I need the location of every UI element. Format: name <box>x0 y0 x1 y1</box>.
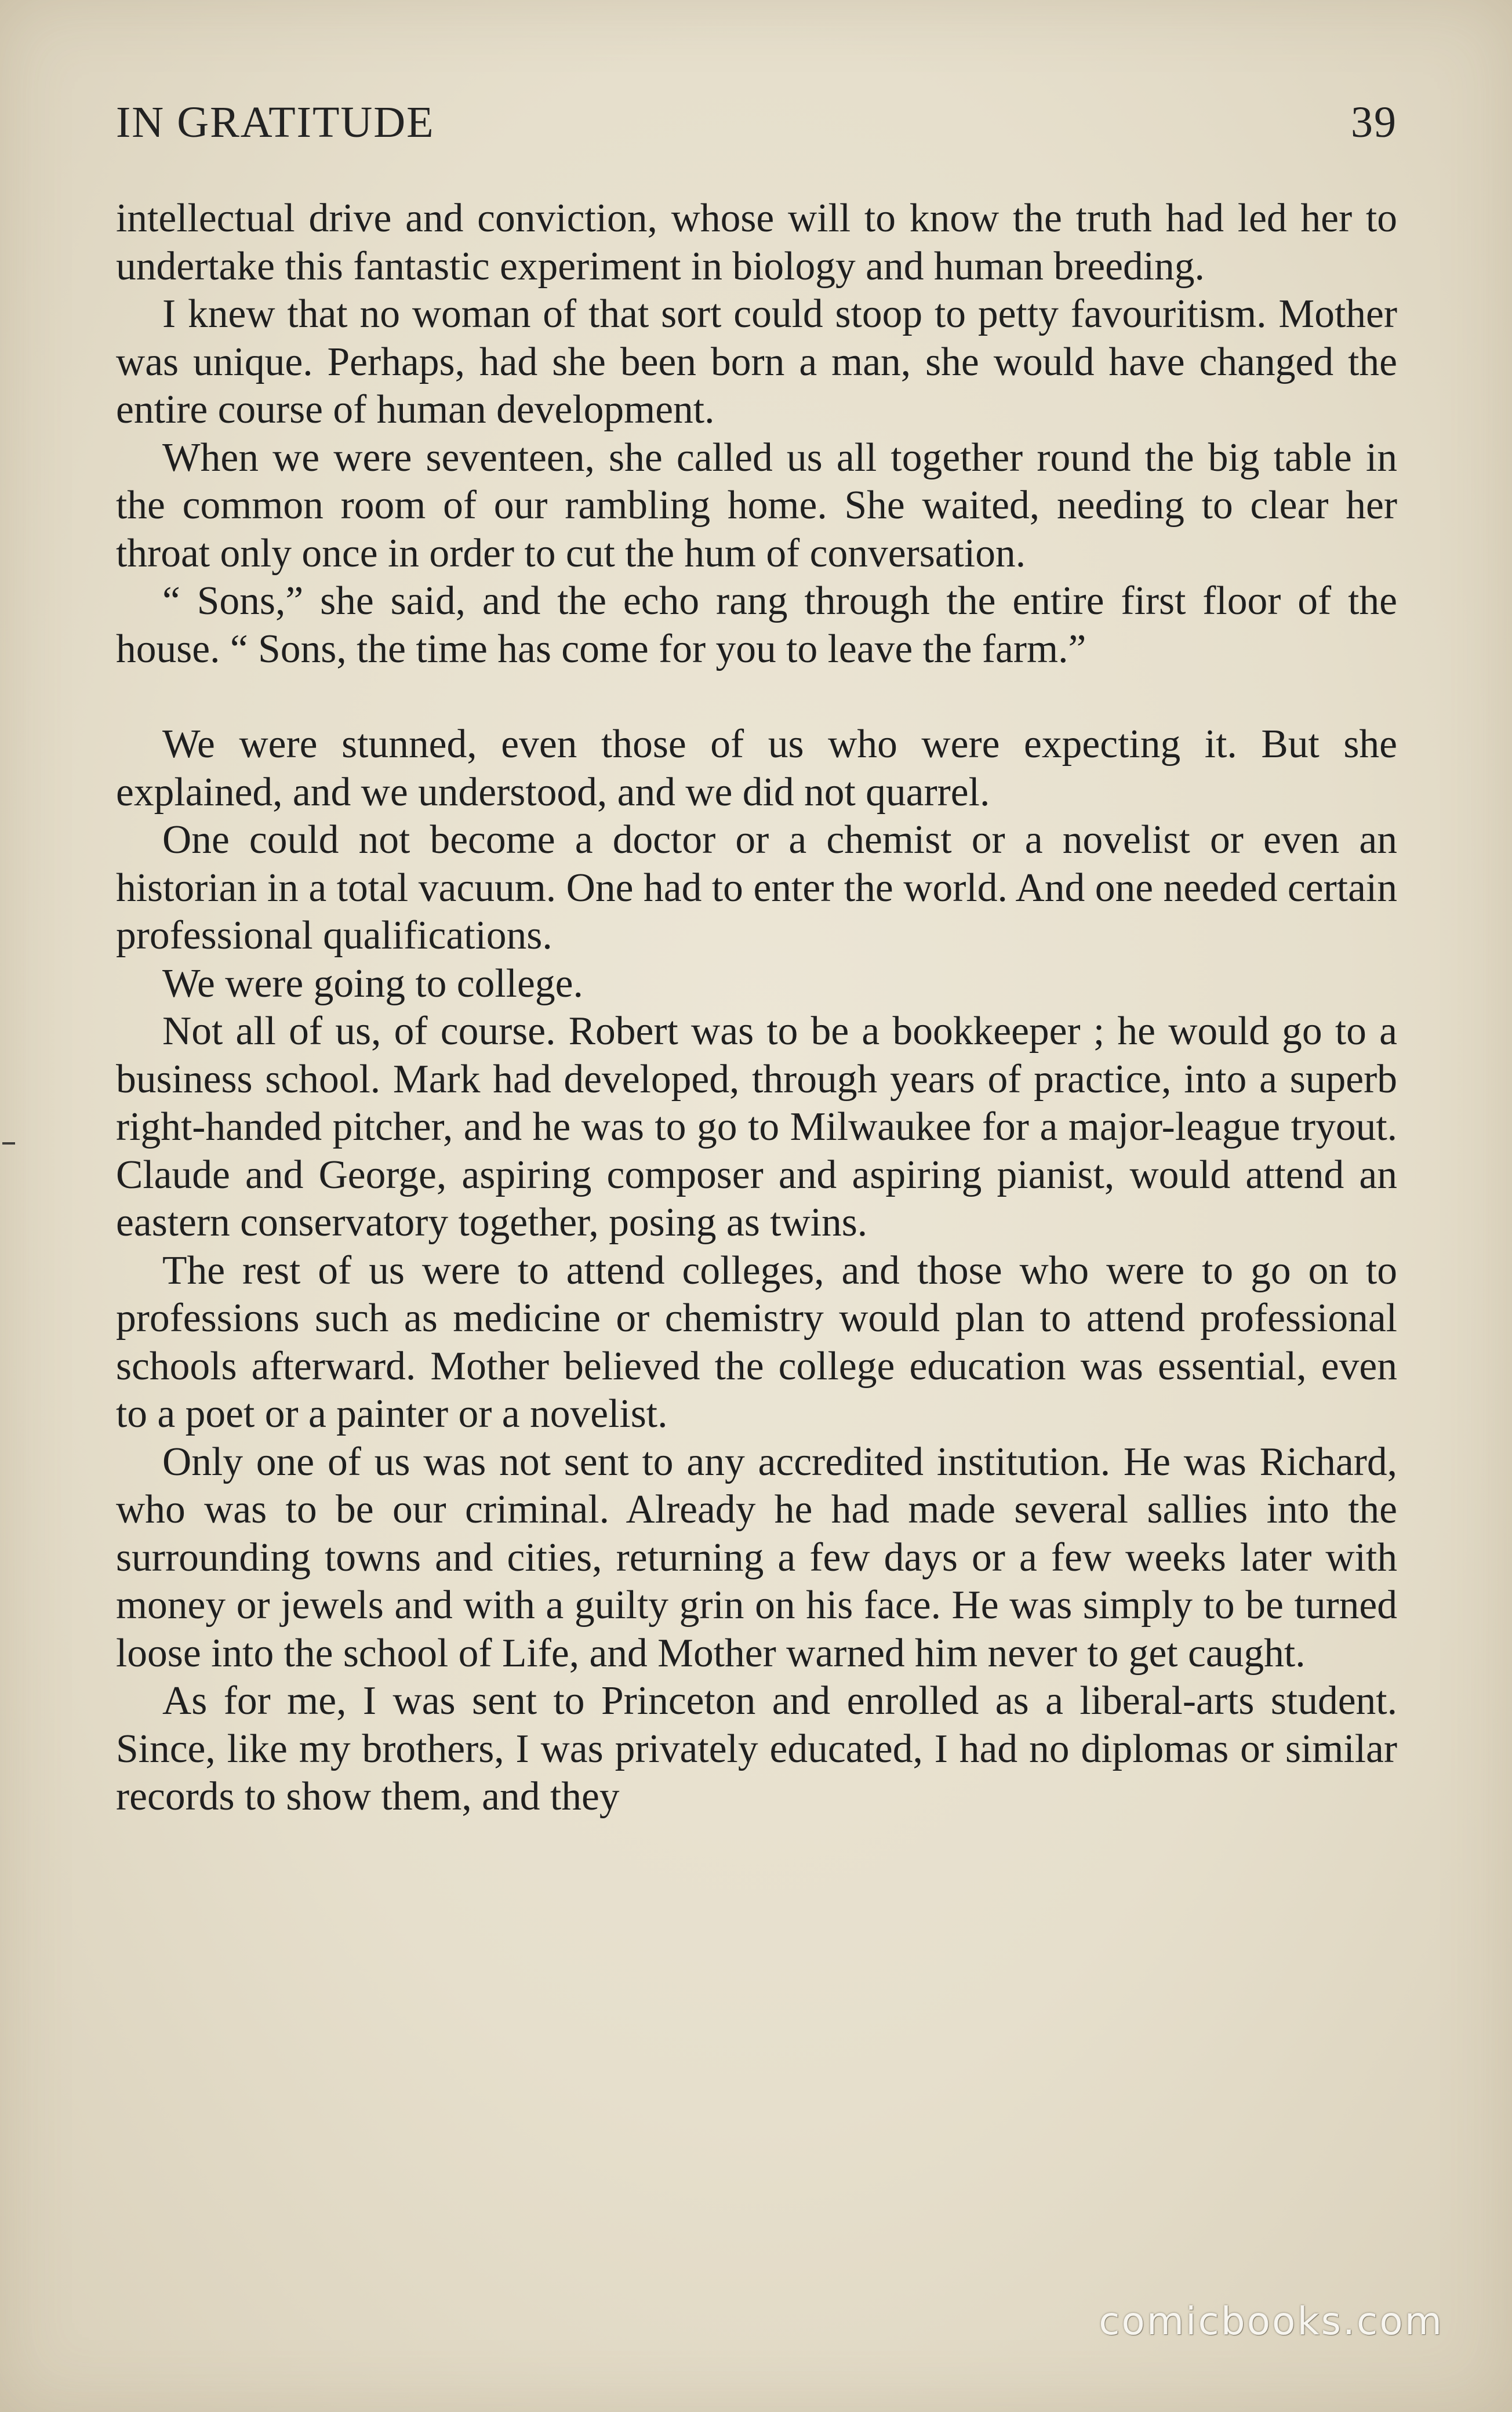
page-number: 39 <box>1351 98 1397 147</box>
running-title: IN GRATITUDE <box>116 98 435 147</box>
paragraph: We were stunned, even those of us who were expecting it. But she explained, and we understood, and we did not quarrel. <box>116 722 1397 815</box>
paragraph: Not all of us, of course. Robert was to be a bookkeeper ; he would go to a business school. Mark had developed, through years of practice, into a superb right-handed pitcher, and he was to go to Milwaukee for a major-league tryout. Claude and George, aspiring composer and aspiring pianist, would attend an eastern conservatory together, posing as twins. <box>116 1009 1397 1245</box>
margin-mark <box>2 1142 15 1145</box>
paragraph: Only one of us was not sent to any accredited institution. He was Richard, who was to be our criminal. Already he had made several sallies into the surrounding towns and cities, returning a few days or a few weeks later with money or jewels and with a guilty grin on his face. He was simply to be turned loose into the school of Life, and Mother warned him never to get caught. <box>116 1439 1397 1676</box>
paragraph: One could not become a doctor or a chemist or a novelist or even an historian in a total vacuum. One had to enter the world. And one needed certain professional qualifications. <box>116 818 1397 958</box>
body-text <box>116 195 1397 1821</box>
paragraph: The rest of us were to attend colleges, and those who were to go on to professions such as medicine or chemistry would plan to attend professional schools afterward. Mother believed the college education was essential, even to a poet or a painter or a novelist. <box>116 1248 1397 1436</box>
paragraph: As for me, I was sent to Princeton and enrolled as a liberal-arts student. Since, like my brothers, I was privately educated, I had no diplomas or similar records to show them, and they <box>116 1679 1397 1819</box>
paragraph: We were going to college. <box>162 961 583 1006</box>
running-header <box>116 97 1397 150</box>
paragraph: “ Sons,” she said, and the echo rang through the entire first floor of the house. “ Sons, the time has come for you to leave the farm.” <box>116 579 1397 671</box>
watermark: comicbooks.com <box>1099 2299 1444 2344</box>
paragraph: I knew that no woman of that sort could stoop to petty favouritism. Mother was unique. Perhaps, had she been born a man, she would have changed the entire course of human development. <box>116 292 1397 432</box>
paragraph: When we were seventeen, she called us all together round the big table in the common room of our rambling home. She waited, needing to clear her throat only once in order to cut the hum of conversation. <box>116 435 1397 576</box>
paragraph: intellectual drive and conviction, whose will to know the truth had led her to undertake this fantastic experiment in biology and human breeding. <box>116 196 1397 289</box>
